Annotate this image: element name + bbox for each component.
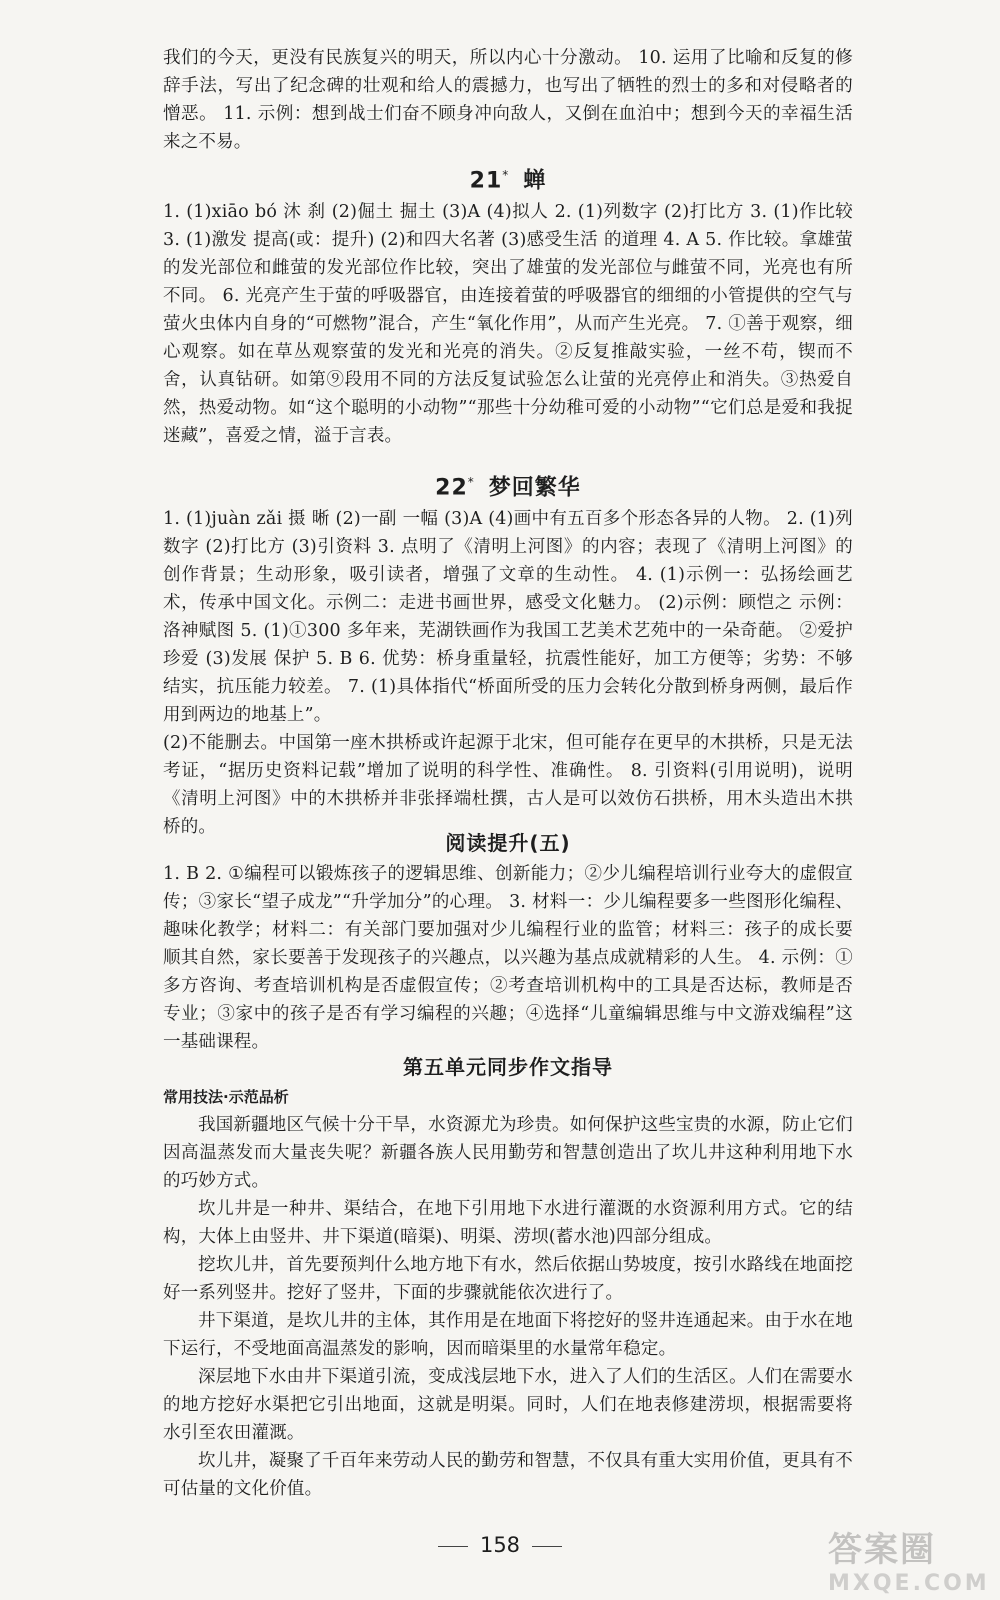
page-number-text: 158 (479, 1533, 521, 1557)
page-number-left-rule (438, 1546, 468, 1547)
reading-paragraph: 1. B 2. ①编程可以锻炼孩子的逻辑思维、创新能力；②少儿编程培训行业夸大的虚假宣传；③家长“望子成龙”“升学加分”的心理。 3. 材料一：少儿编程要多一些图形化编程、趣味化教学；材料二：有关部门要加强对少儿编程行业的监管；材料三：孩子的成长要顺其自然，家长要善于发现孩子的兴趣点，以兴趣为基点成就精彩的人生。 4. 示例：①多方咨询、考查培训机构是否虚假宣传；②考查培训机构中的工具是否达标，教师是否专业；③家中的孩子是否有学习编程的兴趣；④选择“儿童编辑思维与中文游戏编程”这一基础课程。 (163, 864, 853, 1052)
section-21-paragraph: 1. (1)xiāo bó 沐 刹 (2)倔土 掘土 (3)A (4)拟人 2. (1)列数字 (2)打比方 3. (1)作比较 3. (1)激发 提高(或：提升) (2)和四大名著 (3)感受生活 的道理 4. A 5. 作比较。拿雄萤的发光部位和雌萤的发光部位作比较，突出了雄萤的发光部位与雌萤不同，光亮也有所不同。 6. 光亮产生于萤的呼吸器官，由连接着萤的呼吸器官的细细的小管提供的空气与萤火虫体内自身的“可燃物”混合，产生“氧化作用”，从而产生光亮。 7. ①善于观察，细心观察。如在草丛观察萤的发光和光亮的消失。②反复推敲实验，一丝不苟，锲而不舍，认真钻研。如第⑨段用不同的方法反复试验怎么让萤的光亮停止和消失。③热爱自然，热爱动物。如“这个聪明的小动物”“那些十分幼稚可爱的小动物”“它们总是爱和我捉迷藏”，喜爱之情，溢于言表。 (163, 202, 853, 447)
composition-title: 第五单元同步作文指导 (403, 1055, 613, 1079)
composition-subtitle: 常用技法·示范品析 (163, 1088, 289, 1106)
watermark-logo (828, 1522, 990, 1596)
section-22-title: 梦回繁华 (488, 475, 581, 501)
section-22-paragraph-1: 1. (1)juàn zǎi 摄 晰 (2)一副 一幅 (3)A (4)画中有五百多个形态各异的人物。 2. (1)列数字 (2)打比方 (3)引资料 3. 点明了《清明上河图》的内容；表现了《清明上河图》的创作背景；生动形象，吸引读者，增强了文章的生动性。 4. (1)示例一：弘扬绘画艺术，传承中国文化。示例二：走进书画世界，感受文化魅力。 (2)示例：顾恺之 示例：洛神赋图 5. (1)①300 多年来，芜湖铁画作为我国工艺美术艺苑中的一朵奇葩。 ②爱护 珍爱 (3)发展 保护 5. B 6. 优势：桥身重量轻，抗震性能好，加工方便等；劣势：不够结实，抗压能力较差。 7. (1)具体指代“桥面所受的压力会转化分散到桥身两侧，最后作用到两边的地基上”。 (163, 509, 853, 726)
composition-paragraph-2: 坎儿井是一种井、渠结合，在地下引用地下水进行灌溉的水资源利用方式。它的结构，大体上由竖井、井下渠道(暗渠)、明渠、涝坝(蓄水池)四部分组成。 (163, 1199, 853, 1247)
section-22 (163, 465, 853, 841)
page-number-right-rule (532, 1546, 562, 1547)
watermark-top-text: 答案圈 (828, 1530, 936, 1570)
composition-paragraph-6: 坎儿井，凝聚了千百年来劳动人民的勤劳和智慧，不仅具有重大实用价值，更具有不可估量的文化价值。 (163, 1451, 853, 1499)
composition-paragraph-4: 井下渠道，是坎儿井的主体，其作用是在地面下将挖好的竖井连通起来。由于水在地下运行，不受地面高温蒸发的影响，因而暗渠里的水量常年稳定。 (163, 1311, 853, 1359)
reading-section (163, 826, 853, 1056)
section-21-heading (163, 158, 853, 198)
reading-title: 阅读提升(五) (445, 831, 571, 855)
composition-paragraph-1: 我国新疆地区气候十分干旱，水资源尤为珍贵。如何保护这些宝贵的水源，防止它们因高温蒸发而大量丧失呢？新疆各族人民用勤劳和智慧创造出了坎儿井这种利用地下水的巧妙方式。 (163, 1115, 853, 1191)
composition-paragraph-5: 深层地下水由井下渠道引流，变成浅层地下水，进入了人们的生活区。人们在需要水的地方挖好水渠把它引出地面，这就是明渠。同时，人们在地表修建涝坝，根据需要将水引至农田灌溉。 (163, 1367, 853, 1443)
section-21-number: 21 (469, 168, 503, 194)
section-21 (163, 158, 853, 450)
section-21-mark: * (502, 168, 510, 182)
composition-paragraph-3: 挖坎儿井，首先要预判什么地方地下有水，然后依据山势坡度，按引水路线在地面挖好一系列竖井。挖好了竖井，下面的步骤就能依次进行了。 (163, 1255, 853, 1303)
watermark-bottom-text: MXQE.COM (828, 1571, 990, 1596)
section-22-heading (163, 465, 853, 505)
composition-section (163, 1050, 853, 1503)
section-22-paragraph-2: (2)不能删去。中国第一座木拱桥或许起源于北宋，但可能存在更早的木拱桥，只是无法考证，“据历史资料记载”增加了说明的科学性、准确性。 8. 引资料(引用说明)，说明《清明上河图》中的木拱桥并非张择端杜撰，古人是可以效仿石拱桥，用木头造出木拱桥的。 (163, 733, 853, 838)
section-22-number: 22 (435, 475, 468, 501)
intro-block (163, 44, 853, 156)
section-22-mark: * (467, 475, 475, 489)
section-21-title: 蝉 (523, 168, 547, 194)
intro-paragraph: 我们的今天，更没有民族复兴的明天，所以内心十分激动。 10. 运用了比喻和反复的修辞手法，写出了纪念碑的壮观和给人的震撼力，也写出了牺牲的烈士的多和对侵略者的憎恶。 11. 示例：想到战士们奋不顾身冲向敌人，又倒在血泊中；想到今天的幸福生活来之不易。 (163, 48, 853, 152)
